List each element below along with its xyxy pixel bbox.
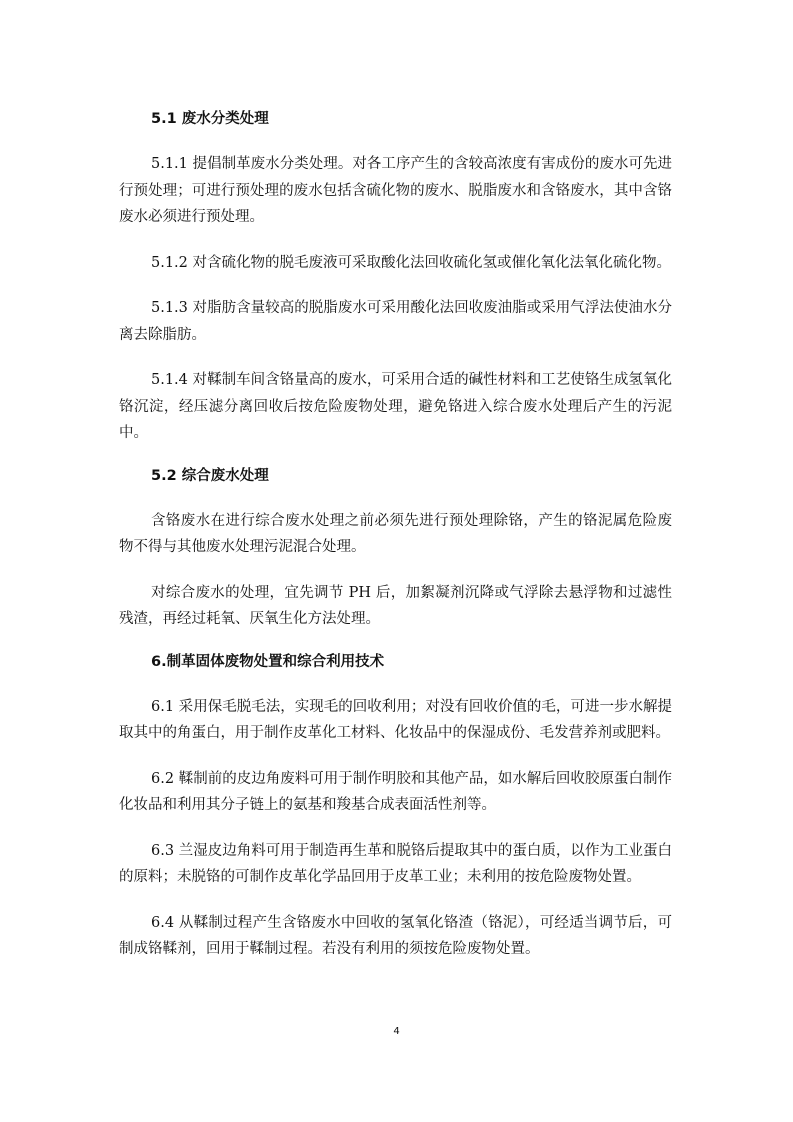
paragraph-5-1-3: 5.1.3 对脂肪含量较高的脱脂废水可采用酸化法回收废油脂或采用气浮法使油水分离去除脂肪。 — [119, 300, 672, 343]
paragraph-6-4: 6.4 从鞣制过程产生含铬废水中回收的氢氧化铬渣（铬泥），可经适当调节后，可制成铬鞣剂，回用于鞣制过程。若没有利用的须按危险废物处置。 — [119, 914, 672, 957]
paragraph-6-3: 6.3 兰湿皮边角料可用于制造再生革和脱铬后提取其中的蛋白质，以作为工业蛋白的原料；未脱铬的可制作皮革化学品回用于皮革工业；未利用的按危险废物处置。 — [119, 842, 672, 885]
paragraph-5-1-4: 5.1.4 对鞣制车间含铬量高的废水，可采用合适的碱性材料和工艺使铬生成氢氧化铬沉淀，经压滤分离回收后按危险废物处理，避免铬进入综合废水处理后产生的污泥中。 — [119, 372, 672, 441]
section-heading-6: 6.制革固体废物处置和综合利用技术 — [151, 653, 385, 670]
section-heading-5-1: 5.1 废水分类处理 — [151, 111, 269, 127]
paragraph-6-1: 6.1 采用保毛脱毛法，实现毛的回收利用；对没有回收价值的毛，可进一步水解提取其中的角蛋白，用于制作皮革化工材料、化妆品中的保湿成份、毛发营养剂或肥料。 — [119, 698, 672, 741]
paragraph-5-1-2: 5.1.2 对含硫化物的脱毛废液可采取酸化法回收硫化氢或催化氧化法氧化硫化物。 — [151, 254, 672, 271]
paragraph-5-2-a: 含铬废水在进行综合废水处理之前必须先进行预处理除铬，产生的铬泥属危险废物不得与其他废水处理污泥混合处理。 — [119, 512, 672, 555]
page-number: 4 — [393, 1026, 400, 1037]
paragraph-5-1-1: 5.1.1 提倡制革废水分类处理。对各工序产生的含较高浓度有害成份的废水可先进行预处理；可进行预处理的废水包括含硫化物的废水、脱脂废水和含铬废水，其中含铬废水必须进行预处理。 — [119, 156, 672, 225]
paragraph-5-2-b: 对综合废水的处理，宜先调节 PH 后，加絮凝剂沉降或气浮除去悬浮物和过滤性残渣，再经过耗氧、厌氧生化方法处理。 — [119, 584, 672, 627]
page-content — [119, 107, 672, 963]
section-heading-5-2: 5.2 综合废水处理 — [151, 467, 269, 484]
paragraph-6-2: 6.2 鞣制前的皮边角废料可用于制作明胶和其他产品，如水解后回收胶原蛋白制作化妆品和利用其分子链上的氨基和羧基合成表面活性剂等。 — [119, 770, 672, 813]
